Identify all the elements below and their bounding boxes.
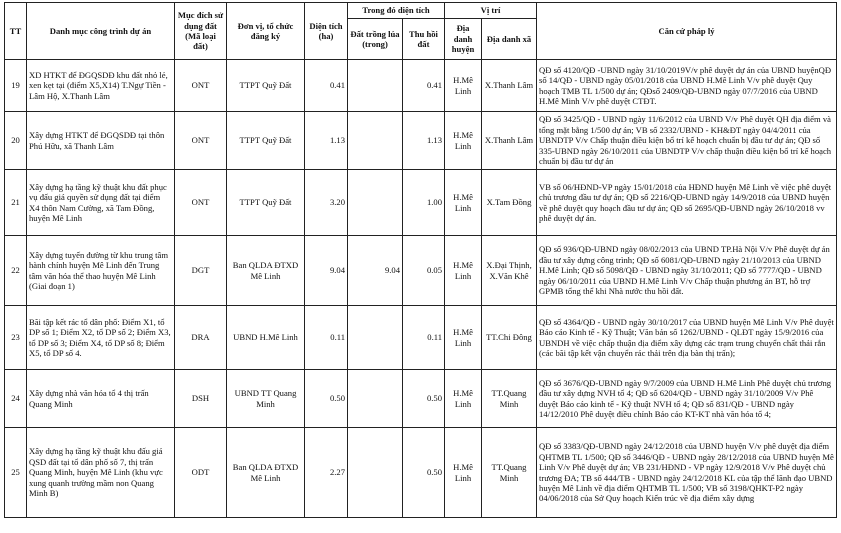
district-name: H.Mê Linh (445, 60, 482, 112)
registering-unit: TTPT Quỹ Đất (227, 112, 305, 170)
row-number: 25 (5, 428, 27, 518)
commune-name: TT.Chi Đông (482, 306, 537, 370)
project-name: Xây dựng nhà văn hóa tổ 4 thị trấn Quang Minh (27, 370, 175, 428)
land-recovery-value: 0.05 (403, 236, 445, 306)
registering-unit: UBND TT Quang Minh (227, 370, 305, 428)
table-row (5, 306, 837, 370)
header-land-use-purpose: Mục đích sử dụng đất (Mã loại đất) (175, 3, 227, 60)
table-row (5, 170, 837, 236)
area-value: 9.04 (305, 236, 348, 306)
header-of-which-area: Trong đó diện tích (348, 3, 445, 19)
land-use-code: DRA (175, 306, 227, 370)
registering-unit: TTPT Quỹ Đất (227, 60, 305, 112)
project-name: Bãi tập kết rác tổ dân phố: Điểm X1, tổ DP số 1; Điểm X2, tổ DP số 2; Điểm X3, tổ DP số 3; Điểm X4, tổ DP số 8; Điểm X5, tổ DP số 4. (27, 306, 175, 370)
table-row (5, 428, 837, 518)
registering-unit: TTPT Quỹ Đất (227, 170, 305, 236)
commune-name: X.Tam Đồng (482, 170, 537, 236)
land-use-code: DSH (175, 370, 227, 428)
area-value: 0.41 (305, 60, 348, 112)
header-area: Diện tích (ha) (305, 3, 348, 60)
land-recovery-value: 0.50 (403, 428, 445, 518)
commune-name: X.Thanh Lâm (482, 60, 537, 112)
project-name: XD HTKT để ĐGQSDĐ khu đất nhỏ lẻ, xen kẹt tại (điểm X5,X14) T.Ngự Tiền - Lâm Hộ, X.Thanh Lâm (27, 60, 175, 112)
land-use-code: ODT (175, 428, 227, 518)
rice-land-value (348, 170, 403, 236)
row-number: 23 (5, 306, 27, 370)
registering-unit: Ban QLDA ĐTXD Mê Linh (227, 428, 305, 518)
land-recovery-value: 0.11 (403, 306, 445, 370)
land-use-code: ONT (175, 60, 227, 112)
legal-basis: QĐ số 4364/QĐ - UBND ngày 30/10/2017 của UBND huyện Mê Linh V/v Phê duyệt Báo cáo Kinh tế - Kỹ Thuật; Văn bản số 1262/UBND - QLĐT ngày 15/9/2016 của UBNDH về việc chấp thuận địa điểm xây dựng các trạm trung chuyển chất thải rắn (các bãi tập kết vận chuyển rác thải trên địa bàn thị trấn); (537, 306, 837, 370)
commune-name: TT.Quang Minh (482, 428, 537, 518)
header-location: Vị trí (445, 3, 537, 19)
legal-basis: QĐ số 3383/QĐ-UBND ngày 24/12/2018 của UBND huyện V/v phê duyệt địa điểm QHTMB TL 1/500; QĐ số 3446/QĐ - UBND ngày 28/12/2018 của UBND huyện Mê Linh V/v Phê duyệt dự án; VB 231/HĐND - VP ngày 12/9/2018 V/v Phê duyệt chủ trương ĐA; TB số 444/TB - UBND ngày 24/12/2018 KL của tập thể lãnh đạo UBND huyện Mê Linh về địa điểm QHTMB TL 1/500; VB số 3198/QHKT-P2 ngày 04/06/2018 của Sở Quy hoạch Kiến trúc về địa điểm xây dựng (537, 428, 837, 518)
commune-name: X.Thanh Lâm (482, 112, 537, 170)
row-number: 21 (5, 170, 27, 236)
header-rice-land: Đất trồng lúa (trong) (348, 19, 403, 60)
header-commune: Địa danh xã (482, 19, 537, 60)
legal-basis: QĐ số 936/QĐ-UBND ngày 08/02/2013 của UBND TP.Hà Nội V/v Phê duyệt dự án đầu tư xây dựng công trình; QĐ số 6081/QĐ-UBND ngày 21/10/2013 của UBND H.Mê Linh; QĐ số 5098/QĐ - UBND ngày 31/10/2011; QĐ số 7777/QĐ - UBND ngày 06/10/2011 của UBND H.Mê Linh V/v Chấp thuận phương án BT, hỗ trợ GPMB tổng thể khi Nhà nước thu hồi đất. (537, 236, 837, 306)
district-name: H.Mê Linh (445, 428, 482, 518)
legal-basis: QĐ số 3676/QĐ-UBND ngày 9/7/2009 của UBND H.Mê Linh Phê duyệt chủ trương đầu tư xây dựng NVH tổ 4; QĐ số 6204/QĐ - UBND ngày 31/10/2009 V/v Phê duyệt Báo cáo kinh tế - Kỹ thuật NVH tổ 4; QĐ số 831/QĐ - UBND ngày 14/12/2010 Phê duyệt điều chỉnh Báo cáo KT-KT nhà văn hóa tổ 4; (537, 370, 837, 428)
district-name: H.Mê Linh (445, 306, 482, 370)
project-name: Xây dựng hạ tầng kỹ thuật khu đấu giá QSD đất tại tổ dân phố số 7, thị trấn Quang Minh, huyện Mê Linh (khu vực xung quanh trường mầm non Quang Minh B) (27, 428, 175, 518)
table-row (5, 60, 837, 112)
legal-basis: QĐ số 4120/QĐ -UBND ngày 31/10/2019V/v phê duyệt dự án của UBND huyệnQĐ số 14/QĐ - UBND ngày 05/01/2018 của UBND H.Mê Linh V/v phê duyệt Quy hoạch TMB TL 1/500 dự án; QĐsố 2409/QĐ-UBND ngày 07/7/2016 của UBND H.Mê Minh V/v phê duyệt CTĐT. (537, 60, 837, 112)
area-value: 2.27 (305, 428, 348, 518)
row-number: 19 (5, 60, 27, 112)
land-use-code: ONT (175, 112, 227, 170)
header-registering-unit: Đơn vị, tổ chức đăng ký (227, 3, 305, 60)
district-name: H.Mê Linh (445, 170, 482, 236)
row-number: 20 (5, 112, 27, 170)
header-district: Địa danh huyện (445, 19, 482, 60)
project-name: Xây dựng tuyến đường từ khu trung tâm hành chính huyện Mê Linh đến Trung tâm văn hóa thể thao huyện Mê Linh (Giai đoạn 1) (27, 236, 175, 306)
commune-name: TT.Quang Minh (482, 370, 537, 428)
land-recovery-value: 1.13 (403, 112, 445, 170)
area-value: 1.13 (305, 112, 348, 170)
area-value: 3.20 (305, 170, 348, 236)
header-land-recovery: Thu hồi đất (403, 19, 445, 60)
row-number: 24 (5, 370, 27, 428)
area-value: 0.50 (305, 370, 348, 428)
commune-name: X.Đại Thịnh, X.Văn Khê (482, 236, 537, 306)
district-name: H.Mê Linh (445, 370, 482, 428)
table-row (5, 112, 837, 170)
rice-land-value (348, 112, 403, 170)
row-number: 22 (5, 236, 27, 306)
rice-land-value (348, 306, 403, 370)
district-name: H.Mê Linh (445, 112, 482, 170)
legal-basis: VB số 06/HĐND-VP ngày 15/01/2018 của HĐND huyện Mê Linh về việc phê duyệt chủ trương đầu tư dự án; QĐ số 2216/QĐ-UBND ngày 14/9/2018 của UBND huyện về phê duyệt quy hoạch đầu tư dự án; QĐ số 2695/QĐ-UBND ngày 26/10/2018 vv phê duyệt dự án. (537, 170, 837, 236)
table-row (5, 236, 837, 306)
header-tt: TT (5, 3, 27, 60)
legal-basis: QĐ số 3425/QĐ - UBND ngày 11/6/2012 của UBND V/v Phê duyệt QH địa điểm và tổng mặt bằng 1/500 dự án; VB số 2332/UBND - KH&ĐT ngày 04/4/2011 của UBNDTP V/v Chấp thuận điều kiện bổ trí kế hoạch chuẩn bị đầu tư dự án; QĐ số 335-UBND ngày 26/10/2011 của UBNDTP V/v chấp thuận điều kiện bổ trí kế hoạch chuẩn bị đầu tư dự án (537, 112, 837, 170)
registering-unit: Ban QLDA ĐTXD Mê Linh (227, 236, 305, 306)
area-value: 0.11 (305, 306, 348, 370)
header-legal-basis: Căn cứ pháp lý (537, 3, 837, 60)
land-recovery-value: 1.00 (403, 170, 445, 236)
header-project-list: Danh mục công trình dự án (27, 3, 175, 60)
land-recovery-value: 0.41 (403, 60, 445, 112)
table-row (5, 370, 837, 428)
rice-land-value (348, 60, 403, 112)
project-name: Xây dựng hạ tầng kỹ thuật khu đất phục vụ đấu giá quyền sử dụng đất tại điểm X4 thôn Nam Cường, xã Tam Đồng, huyện Mê Linh (27, 170, 175, 236)
land-recovery-value: 0.50 (403, 370, 445, 428)
registering-unit: UBND H.Mê Linh (227, 306, 305, 370)
land-use-code: ONT (175, 170, 227, 236)
rice-land-value: 9.04 (348, 236, 403, 306)
rice-land-value (348, 370, 403, 428)
project-name: Xây dựng HTKT để ĐGQSDĐ tại thôn Phú Hữu, xã Thanh Lâm (27, 112, 175, 170)
district-name: H.Mê Linh (445, 236, 482, 306)
rice-land-value (348, 428, 403, 518)
land-use-code: DGT (175, 236, 227, 306)
project-table (4, 2, 837, 518)
